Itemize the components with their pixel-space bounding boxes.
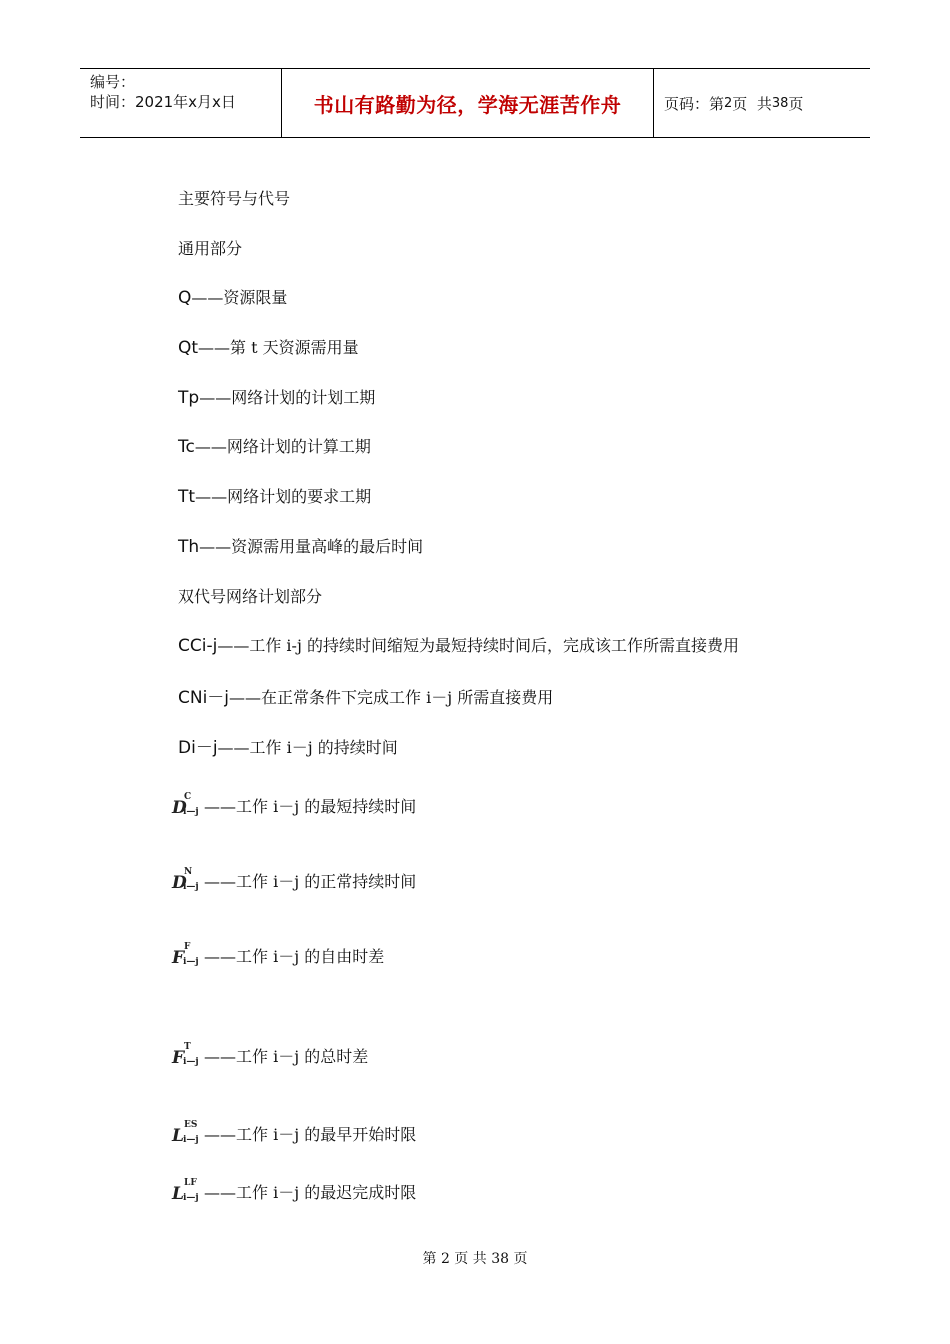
math-symbol: F F i—j xyxy=(172,942,199,968)
footer-suffix: 页 xyxy=(509,1251,528,1267)
footer-total-pages: 38 xyxy=(491,1251,510,1267)
document-number-label: 编号： xyxy=(90,73,136,91)
math-symbol: D N i—j xyxy=(172,867,199,893)
page-info-suffix: 页 xyxy=(788,94,804,113)
general-section-title: 通用部分 xyxy=(178,239,243,258)
symbol-item xyxy=(178,683,553,708)
symbol-description: ——工作 i－j 的最早开始时限 xyxy=(204,1125,417,1144)
symbol-item xyxy=(178,385,375,408)
symbol-code: CNi－j xyxy=(178,688,230,708)
document-header xyxy=(80,68,870,138)
symbol-description: ——工作 i－j 的总时差 xyxy=(204,1047,369,1066)
symbol-description: ——工作 i－j 的最短持续时间 xyxy=(204,797,417,816)
page-footer xyxy=(0,1248,950,1268)
symbol-description: ——网络计划的要求工期 xyxy=(195,487,372,506)
symbol-item xyxy=(172,942,384,970)
footer-prefix: 第 xyxy=(422,1251,441,1267)
page-info-total: 38 xyxy=(771,95,789,111)
symbol-description: ——工作 i－j 的正常持续时间 xyxy=(204,872,417,891)
symbol-item xyxy=(178,733,398,758)
math-symbol: D C i—j xyxy=(172,792,199,818)
symbol-code: Qt xyxy=(178,338,199,358)
symbol-item xyxy=(178,335,359,358)
symbol-description: ——资源需用量高峰的最后时间 xyxy=(199,537,424,556)
symbol-description: ——工作 i－j 的持续时间 xyxy=(217,738,398,757)
symbol-description: ——工作 i－j 的自由时差 xyxy=(204,947,385,966)
page-info-current: 2 xyxy=(724,95,733,111)
header-page-cell xyxy=(654,69,870,137)
math-symbol: L LF i—j xyxy=(172,1178,199,1204)
symbol-item xyxy=(172,867,416,895)
symbol-item xyxy=(178,484,371,507)
symbol-code: Tt xyxy=(178,487,196,507)
math-symbol: F T i—j xyxy=(172,1042,199,1068)
symbol-description: ——工作 i-j 的持续时间缩短为最短持续时间后，完成该工作所需直接费用 xyxy=(217,636,739,655)
symbol-description: ——第 t 天资源需用量 xyxy=(198,338,359,357)
page-info-mid: 页 共 xyxy=(732,94,772,113)
section-heading: 主要符号与代号 xyxy=(178,189,291,208)
symbol-code: Di－j xyxy=(178,738,218,758)
header-meta-cell xyxy=(80,69,282,137)
footer-current-page: 2 xyxy=(440,1251,450,1267)
symbol-description: ——网络计划的计算工期 xyxy=(194,437,371,456)
symbol-code: Tp xyxy=(178,388,200,408)
page-info-prefix: 页码：第 xyxy=(664,94,725,113)
symbol-item xyxy=(172,1120,416,1148)
header-motto-cell xyxy=(282,69,654,137)
symbol-item xyxy=(172,1042,368,1070)
footer-mid: 页 共 xyxy=(449,1251,492,1267)
symbol-item xyxy=(178,633,739,656)
math-symbol: L ES i—j xyxy=(172,1120,199,1146)
symbol-code: Th xyxy=(178,537,200,557)
double-section-title: 双代号网络计划部分 xyxy=(178,587,323,606)
symbol-description: ——网络计划的计划工期 xyxy=(199,388,376,407)
symbol-code: CCi-j xyxy=(178,636,218,656)
symbol-code: Q xyxy=(178,288,192,308)
symbol-description: ——在正常条件下完成工作 i－j 所需直接费用 xyxy=(229,688,554,707)
header-motto: 书山有路勤为径，学海无涯苦作舟 xyxy=(313,92,622,117)
symbol-item xyxy=(178,285,287,308)
symbol-code: Tc xyxy=(178,437,195,457)
document-time-label: 时间：2021年x月x日 xyxy=(90,93,236,111)
symbol-description: ——资源限量 xyxy=(191,288,288,307)
symbol-item xyxy=(178,434,371,457)
symbol-description: ——工作 i－j 的最迟完成时限 xyxy=(204,1183,417,1202)
symbol-item xyxy=(178,534,423,557)
symbol-item xyxy=(172,792,416,820)
symbol-item xyxy=(172,1178,416,1206)
